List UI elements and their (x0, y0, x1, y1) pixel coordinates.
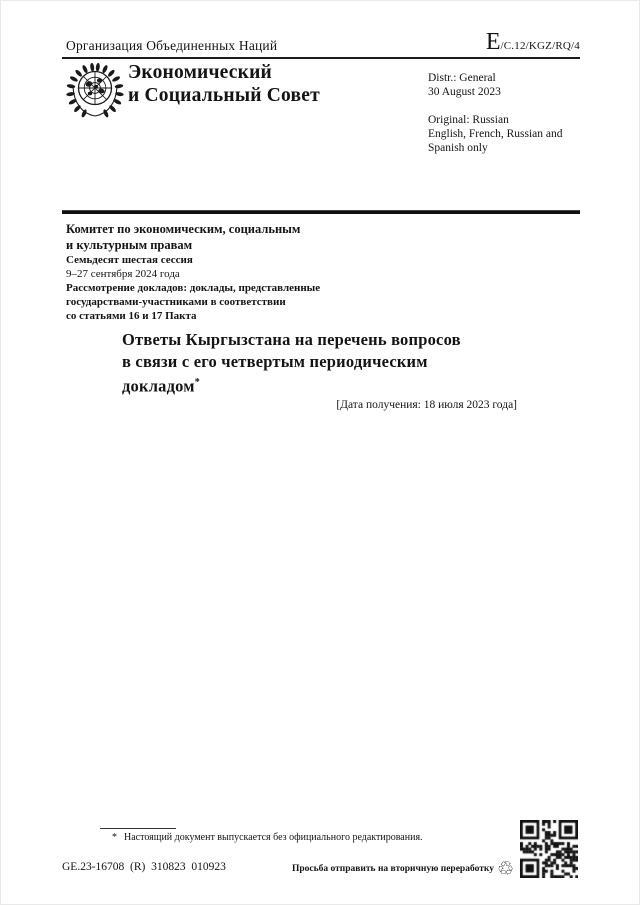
un-emblem-icon (63, 63, 127, 125)
qr-code (520, 820, 578, 878)
footnote-text: Настоящий документ выпускается без официального редактирования. (124, 832, 423, 843)
council-title (128, 61, 320, 107)
title-footnote-marker: * (194, 377, 200, 388)
agenda-line2: государствами-участниками в соответствии (66, 296, 286, 308)
footnote-marker: * (112, 832, 117, 843)
distribution-block (428, 71, 562, 155)
date-received: [Дата получения: 18 июля 2023 года] (336, 399, 517, 411)
org-name: Организация Объединенных Наций (66, 38, 278, 53)
committee-name-line2: и культурным правам (66, 238, 193, 252)
document-title (122, 329, 461, 397)
document-symbol-prefix: E (485, 29, 501, 55)
spacer (428, 99, 562, 113)
council-title-line2: и Социальный Совет (128, 85, 320, 106)
council-title-line1: Экономический (128, 62, 272, 83)
document-symbol (486, 30, 580, 54)
languages-line1: English, French, Russian and (428, 128, 563, 140)
recycle-icon: ♲ (496, 858, 514, 880)
committee-name-line1: Комитет по экономическим, социальным (66, 222, 301, 236)
distr-type: Distr.: General (428, 72, 496, 84)
session-dates: 9–27 сентября 2024 года (66, 268, 180, 280)
footnote-rule (100, 828, 176, 829)
footnote (112, 832, 423, 843)
agenda-line1: Рассмотрение докладов: доклады, представленные (66, 282, 321, 294)
recycle-request (292, 858, 514, 880)
document-title-line1: Ответы Кыргызстана на перечень вопросов (122, 330, 461, 349)
languages-line2: Spanish only (428, 142, 488, 154)
original-language: Original: Russian (428, 114, 509, 126)
section-rule (62, 210, 580, 214)
committee-block (66, 221, 320, 323)
document-code: GE.23-16708 (R) 310823 010923 (62, 861, 226, 873)
recycle-text: Просьба отправить на вторичную переработку (291, 864, 494, 874)
document-symbol-suffix: /C.12/KGZ/RQ/4 (500, 40, 580, 52)
header-rule (62, 57, 580, 59)
session-number: Семьдесят шестая сессия (66, 254, 193, 266)
document-title-line3: докладом* (122, 376, 200, 396)
agenda-line3: со статьями 16 и 17 Пакта (66, 310, 197, 322)
distr-date: 30 August 2023 (428, 86, 501, 98)
document-title-line2: в связи с его четвертым периодическим (122, 351, 428, 371)
